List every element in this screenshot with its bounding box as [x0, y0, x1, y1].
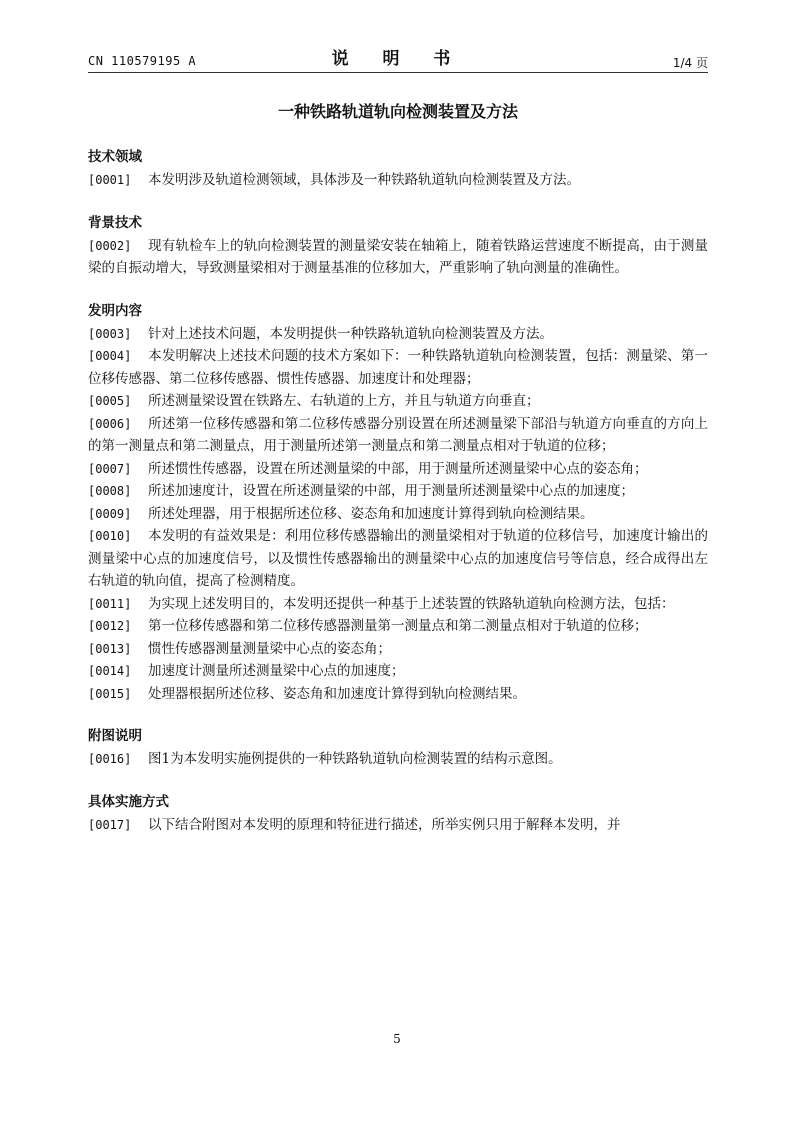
- document-title: 一种铁路轨道轨向检测装置及方法: [277, 102, 518, 121]
- page-number: 5: [393, 1032, 401, 1046]
- paragraph-text: 针对上述技术问题，本发明提供一种铁路轨道轨向检测装置及方法。: [148, 325, 553, 342]
- paragraph-number: [0013]: [88, 641, 132, 656]
- page-header: [88, 44, 708, 72]
- section: [88, 146, 708, 192]
- section: [88, 725, 708, 771]
- paragraph-number: [0008]: [88, 484, 132, 498]
- paragraph-text: 惯性传感器测量测量梁中心点的姿态角；: [148, 640, 391, 657]
- header-rule: [88, 72, 708, 73]
- paragraph: [88, 413, 708, 458]
- paragraph: [88, 480, 708, 503]
- paragraph-text: 所述测量梁设置在铁路左、右轨道的上方，并且与轨道方向垂直；: [148, 393, 540, 409]
- paragraph: [88, 390, 708, 413]
- paragraph: [88, 345, 708, 390]
- paragraph-number: [0011]: [88, 596, 132, 611]
- paragraph-text: 现有轨检车上的轨向检测装置的测量梁安装在轴箱上，随着铁路运营速度不断提高，由于测量梁的自振动增大，导致测量梁相对于测量基准的位移加大，严重影响了轨向测量的准确性。: [88, 237, 708, 276]
- paragraph-text: 加速度计测量所述测量梁中心点的加速度；: [148, 663, 405, 679]
- paragraph-text: 以下结合附图对本发明的原理和特征进行描述，所举实例只用于解释本发明，并: [148, 816, 621, 833]
- section-heading: 背景技术: [88, 214, 142, 231]
- paragraph: [88, 638, 708, 661]
- paragraph: [88, 503, 708, 526]
- paragraph-text: 第一位移传感器和第二位移传感器测量第一测量点和第二测量点相对于轨道的位移；: [148, 618, 648, 634]
- paragraph-text: 图1为本发明实施例提供的一种铁路轨道轨向检测装置的结构示意图。: [148, 751, 562, 767]
- paragraph: [88, 615, 708, 638]
- section-heading: 具体实施方式: [88, 793, 169, 810]
- paragraph: [88, 323, 708, 346]
- paragraph-number: [0017]: [88, 817, 132, 832]
- document-body: [88, 146, 708, 856]
- paragraph-number: [0015]: [88, 686, 132, 701]
- section-heading: 技术领域: [88, 149, 142, 165]
- paragraph-number: [0007]: [88, 461, 132, 476]
- paragraph: [88, 593, 708, 616]
- paragraph-text: 本发明的有益效果是：利用位移传感器输出的测量梁相对于轨道的位移信号，加速度计输出的测量梁中心点的加速度信号，以及惯性传感器输出的测量梁中心点的加速度信号等信息，经合成得出左右轨道的轨向值，提高了检测精度。: [88, 528, 708, 589]
- section: [88, 791, 708, 837]
- paragraph: [88, 660, 708, 683]
- paragraph-number: [0010]: [88, 529, 132, 543]
- paragraph-number: [0002]: [88, 238, 132, 253]
- page-indicator: 1/4 页: [672, 56, 708, 70]
- paragraph-number: [0005]: [88, 394, 132, 408]
- paragraph: [88, 683, 708, 706]
- section: [88, 300, 708, 706]
- paragraph-text: 所述第一位移传感器和第二位移传感器分别设置在所述测量梁下部沿与轨道方向垂直的方向上的第一测量点和第二测量点，用于测量所述第一测量点和第二测量点相对于轨道的位移；: [88, 415, 708, 454]
- paragraph: [88, 814, 708, 837]
- paragraph-text: 所述加速度计，设置在所述测量梁的中部，用于测量所述测量梁中心点的加速度；: [148, 483, 634, 499]
- paragraph: [88, 525, 708, 593]
- publication-number: CN 110579195 A: [88, 54, 197, 68]
- paragraph-number: [0004]: [88, 349, 132, 363]
- paragraph-text: 本发明涉及轨道检测领域，具体涉及一种铁路轨道轨向检测装置及方法。: [148, 172, 580, 188]
- paragraph-number: [0016]: [88, 752, 132, 766]
- paragraph-text: 所述处理器，用于根据所述位移、姿态角和加速度计算得到轨向检测结果。: [148, 505, 594, 522]
- paragraph-text: 本发明解决上述技术问题的技术方案如下：一种铁路轨道轨向检测装置，包括：测量梁、第一位移传感器、第二位移传感器、惯性传感器、加速度计和处理器；: [88, 348, 708, 387]
- paragraph-number: [0001]: [88, 173, 132, 187]
- paragraph: [88, 235, 708, 280]
- section: [88, 212, 708, 280]
- paragraph-text: 处理器根据所述位移、姿态角和加速度计算得到轨向检测结果。: [148, 685, 526, 702]
- paragraph-number: [0014]: [88, 664, 132, 678]
- paragraph-number: [0006]: [88, 416, 132, 431]
- document-type: 说 明 书: [331, 49, 465, 69]
- paragraph: [88, 748, 708, 771]
- paragraph: [88, 458, 708, 481]
- paragraph-text: 所述惯性传感器，设置在所述测量梁的中部，用于测量所述测量梁中心点的姿态角；: [148, 460, 648, 477]
- paragraph-text: 为实现上述发明目的，本发明还提供一种基于上述装置的铁路轨道轨向检测方法，包括：: [148, 595, 675, 612]
- paragraph-number: [0003]: [88, 326, 132, 341]
- section-heading: 发明内容: [88, 302, 142, 319]
- paragraph-number: [0009]: [88, 506, 132, 521]
- paragraph: [88, 169, 708, 192]
- paragraph-number: [0012]: [88, 619, 132, 633]
- section-heading: 附图说明: [88, 728, 142, 744]
